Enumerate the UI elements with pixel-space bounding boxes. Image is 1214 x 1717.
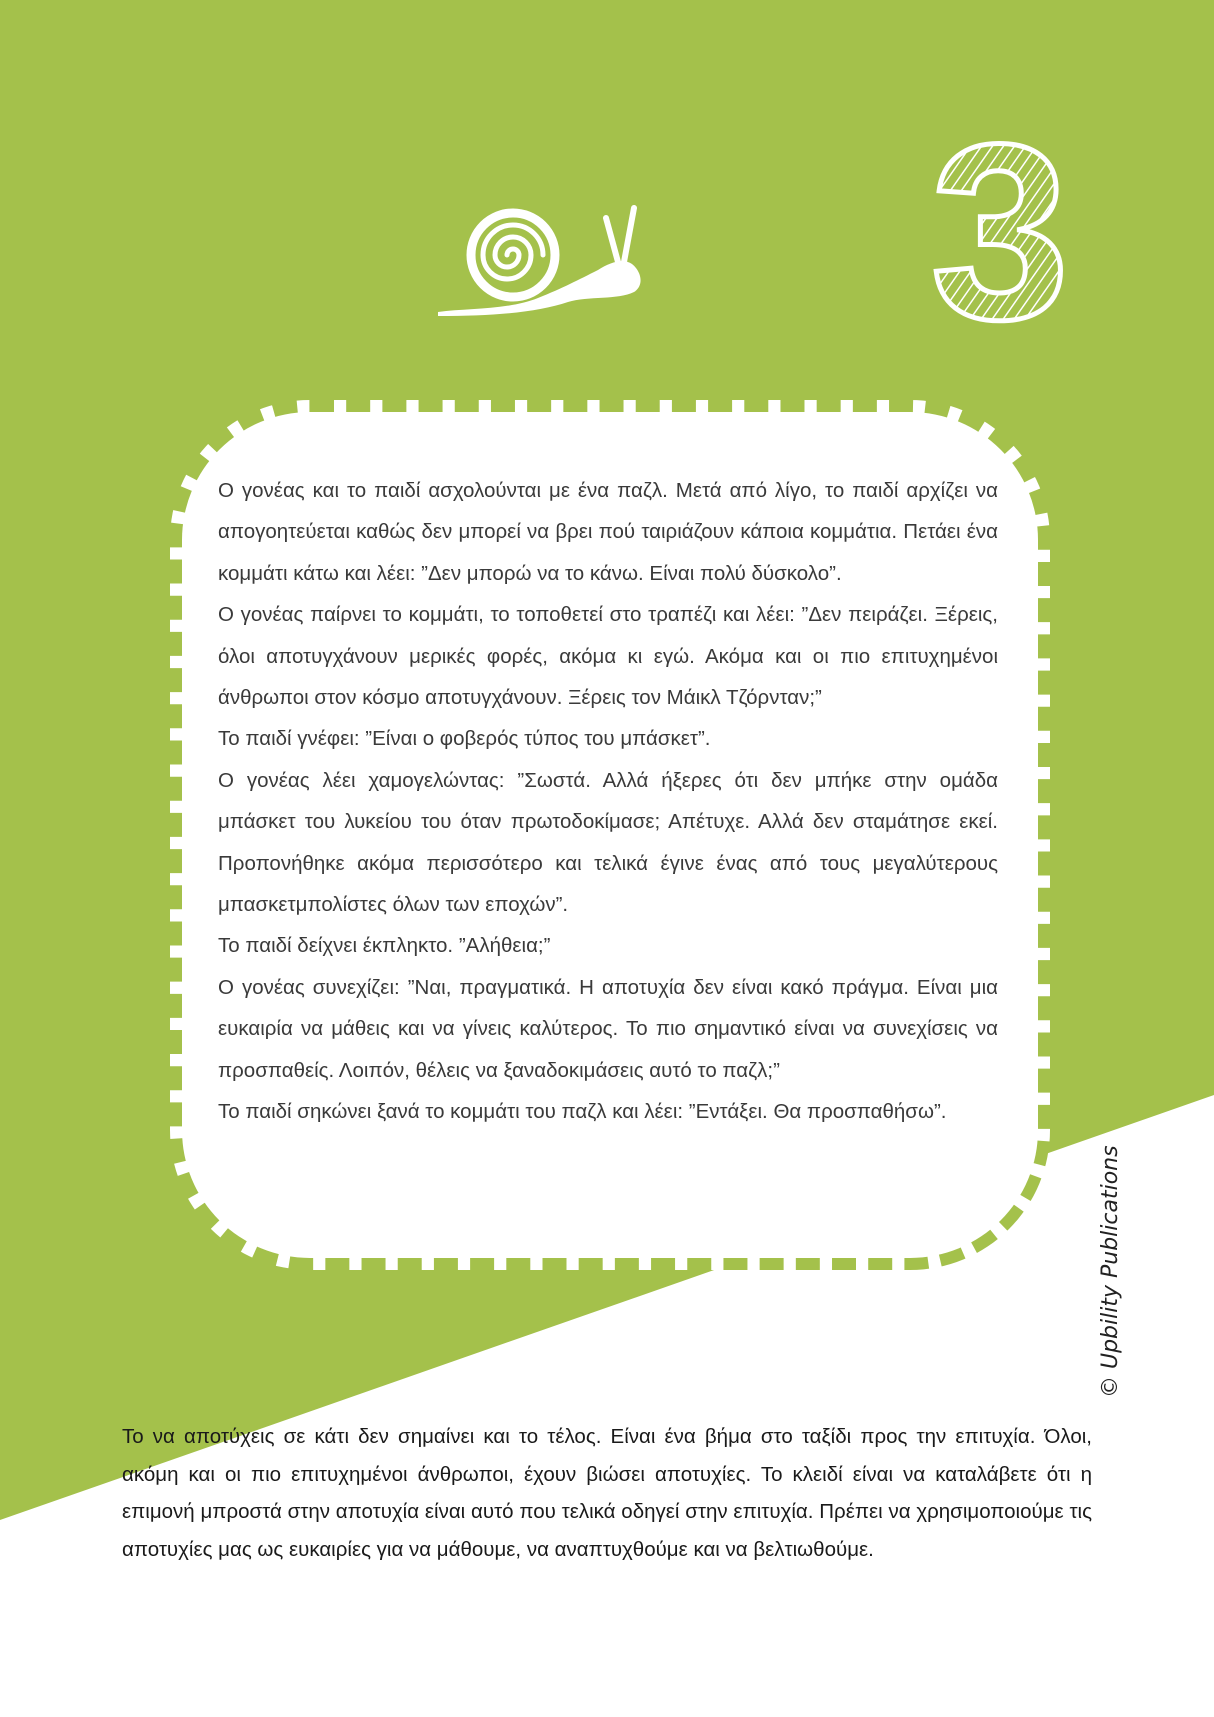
snail-icon — [438, 200, 678, 320]
copyright-notice: © Upbility Publications — [1098, 1145, 1123, 1398]
summary-text: Το να αποτύχεις σε κάτι δεν σημαίνει και το τέλος. Είναι ένα βήμα στο ταξίδι προς την επιτυχία. Όλοι, ακόμη και οι πιο επιτυχημένοι άνθρωποι, έχουν βιώσει αποτυχίες. Το κλειδί είναι να καταλάβετε ότι η επιμονή μπροστά στην αποτυχία είναι αυτό που τελικά οδηγεί στην επιτυχία. Πρέπει να χρησιμοποιούμε τις αποτυχίες μας ως ευκαιρίες για να μάθουμε, να αναπτυχθούμε και να βελτιωθούμε. — [122, 1425, 1092, 1561]
story-paragraph-7: Το παιδί σηκώνει ξανά το κομμάτι του παζλ και λέει: ”Εντάξει. Θα προσπαθήσω”. — [218, 1100, 947, 1124]
story-paragraph-1: Ο γονέας και το παιδί ασχολούνται με ένα παζλ. Μετά από λίγο, το παιδί αρχίζει να απογοητεύεται καθώς δεν μπορεί να βρει πού ταιριάζουν κάποια κομμάτια. Πετάει ένα κομμάτι κάτω και λέει: ”Δεν μπορώ να το κάνω. Είναι πολύ δύσκολο”. — [218, 479, 998, 585]
story-paragraph-4: Ο γονέας λέει χαμογελώντας: ”Σωστά. Αλλά ήξερες ότι δεν μπήκε στην ομάδα μπάσκετ του λυκείου του όταν πρωτοδοκίμασε; Απέτυχε. Αλλά δεν σταμάτησε εκεί. Προπονήθηκε ακόμα περισσότερο και τελικά έγινε ένας από τους μεγαλύτερους μπασκετμπολίστες όλων των εποχών”. — [218, 768, 998, 917]
story-text — [218, 470, 998, 1133]
chapter-number-sketch — [900, 120, 1100, 340]
story-paragraph-5: Το παιδί δείχνει έκπληκτο. ”Αλήθεια;” — [218, 934, 551, 958]
story-paragraph-6: Ο γονέας συνεχίζει: ”Ναι, πραγματικά. Η αποτυχία δεν είναι κακό πράγμα. Είναι μια ευκαιρία να μάθεις και να γίνεις καλύτερος. Το πιο σημαντικό είναι να συνεχίσεις να προσπαθείς. Λοιπόν, θέλεις να ξαναδοκιμάσεις αυτό το παζλ;” — [218, 975, 998, 1082]
story-paragraph-3: Το παιδί γνέφει: ”Είναι ο φοβερός τύπος του μπάσκετ”. — [218, 727, 711, 751]
story-paragraph-2: Ο γονέας παίρνει το κομμάτι, το τοποθετεί στο τραπέζι και λέει: ”Δεν πειράζει. Ξέρεις, όλοι αποτυγχάνουν μερικές φορές, ακόμα κι εγώ. Ακόμα και οι πιο επιτυχημένοι άνθρωποι στον κόσμο αποτυγχάνουν. Ξέρεις τον Μάικλ Τζόρνταν;” — [218, 603, 998, 710]
svg-text:3: 3 — [930, 120, 1070, 340]
